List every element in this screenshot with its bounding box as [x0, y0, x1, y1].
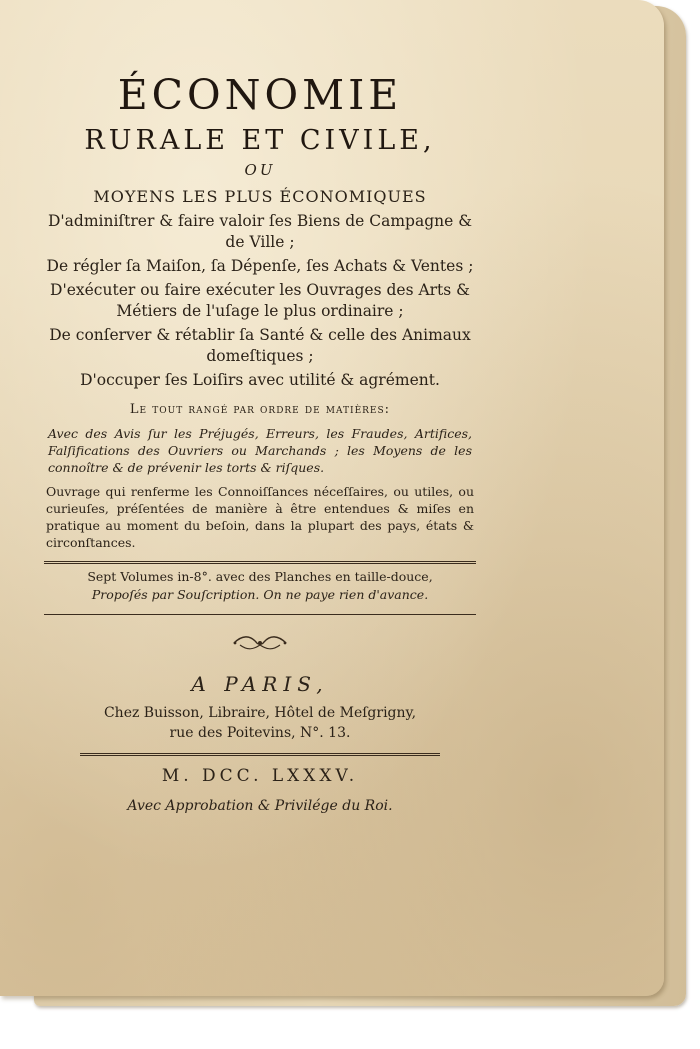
subscription-line: Propoſés par Souſcription. On ne paye rien d'avance.	[91, 587, 429, 602]
title-page-text	[40, 72, 480, 816]
publisher-line-1: Chez Buisson, Libraire, Hôtel de Meſgrigny,	[103, 705, 417, 721]
divider-rule	[44, 614, 476, 615]
divider-rule	[80, 753, 440, 756]
arrangement-line: Le tout rangé par ordre de matières:	[129, 402, 391, 417]
main-title: ÉCONOMIE	[117, 71, 403, 119]
clause-household: De régler ſa Maiſon, ſa Dépenſe, ſes Achats & Ventes ;	[46, 257, 474, 275]
ouvrage-paragraph: Ouvrage qui renferme les Connoiſſances néceſſaires, ou utiles, ou curieuſes, préſentées de manière à être entendues & miſes en pratique au moment du beſoin, dans la plupart des pays, états & circonſtances.	[46, 484, 474, 550]
subtitle: RURALE ET CIVILE,	[84, 125, 436, 156]
clause-leisure: D'occuper ſes Loiſirs avec utilité & agrément.	[80, 371, 440, 389]
clause-health: De conſerver & rétablir ſa Santé & celle des Animaux domeſtiques ;	[49, 326, 471, 365]
divider-rule	[44, 561, 476, 564]
privilege-line: Avec Approbation & Privilége du Roi.	[127, 798, 393, 814]
place-of-publication: A PARIS,	[191, 672, 329, 696]
volumes-line: Sept Volumes in-8°. avec des Planches en taille-douce,	[87, 569, 433, 584]
clause-crafts: D'exécuter ou faire exécuter les Ouvrages des Arts & Métiers de l'uſage le plus ordinaire ;	[50, 281, 470, 320]
avis-paragraph: Avec des Avis ſur les Préjugés, Erreurs, les Fraudes, Artifices, Falſifications des Ouvriers ou Marchands ; les Moyens de les connoître & de prévenir les torts & riſques.	[48, 426, 472, 475]
publisher-line-2: rue des Poitevins, N°. 13.	[169, 725, 351, 741]
means-heading: MOYENS LES PLUS ÉCONOMIQUES	[93, 187, 427, 206]
clause-estates: D'adminiſtrer & faire valoir ſes Biens de Campagne & de Ville ;	[47, 212, 473, 251]
publication-date: M. DCC. LXXXV.	[161, 766, 359, 786]
ornament-vignette-icon	[230, 633, 290, 653]
conjunction: OU	[244, 161, 276, 179]
